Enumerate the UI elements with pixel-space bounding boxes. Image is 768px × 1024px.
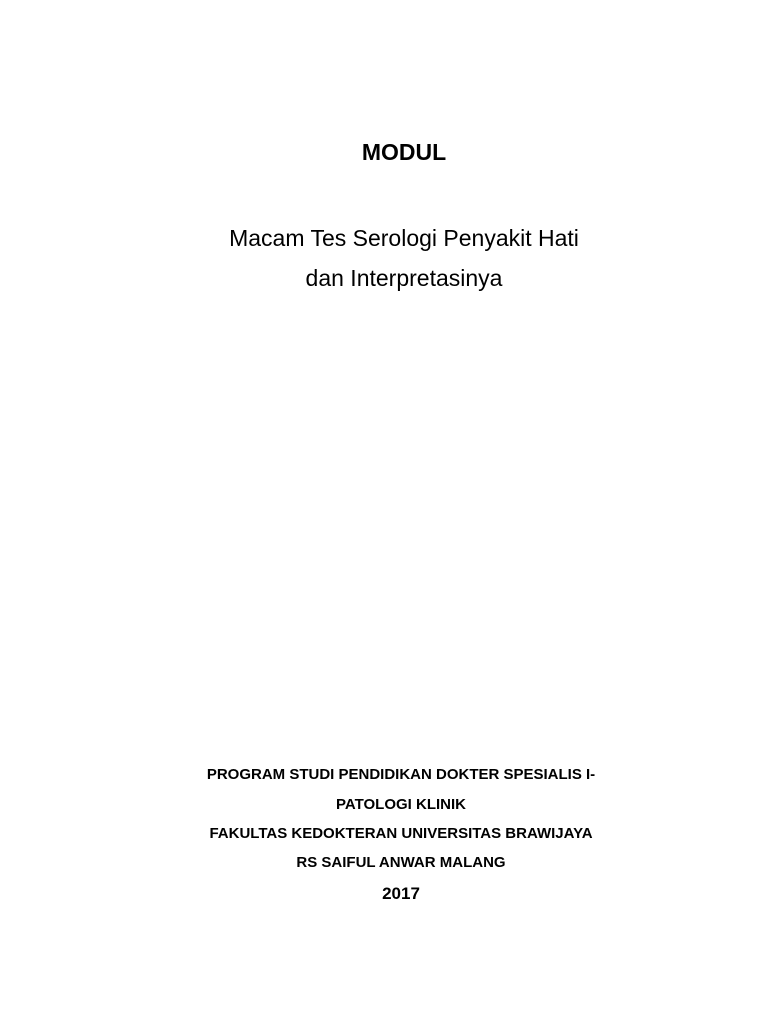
- document-title-line-2: dan Interpretasinya: [305, 265, 503, 291]
- document-title-line-1: Macam Tes Serologi Penyakit Hati: [229, 225, 579, 251]
- program-name-line-1: PROGRAM STUDI PENDIDIKAN DOKTER SPESIALIS I-: [206, 766, 596, 783]
- document-type-heading: MODUL: [361, 139, 447, 165]
- hospital-name: RS SAIFUL ANWAR MALANG: [296, 854, 506, 871]
- faculty-name: FAKULTAS KEDOKTERAN UNIVERSITAS BRAWIJAYA: [209, 825, 593, 842]
- program-name-line-2: PATOLOGI KLINIK: [336, 796, 466, 813]
- publication-year: 2017: [382, 884, 420, 903]
